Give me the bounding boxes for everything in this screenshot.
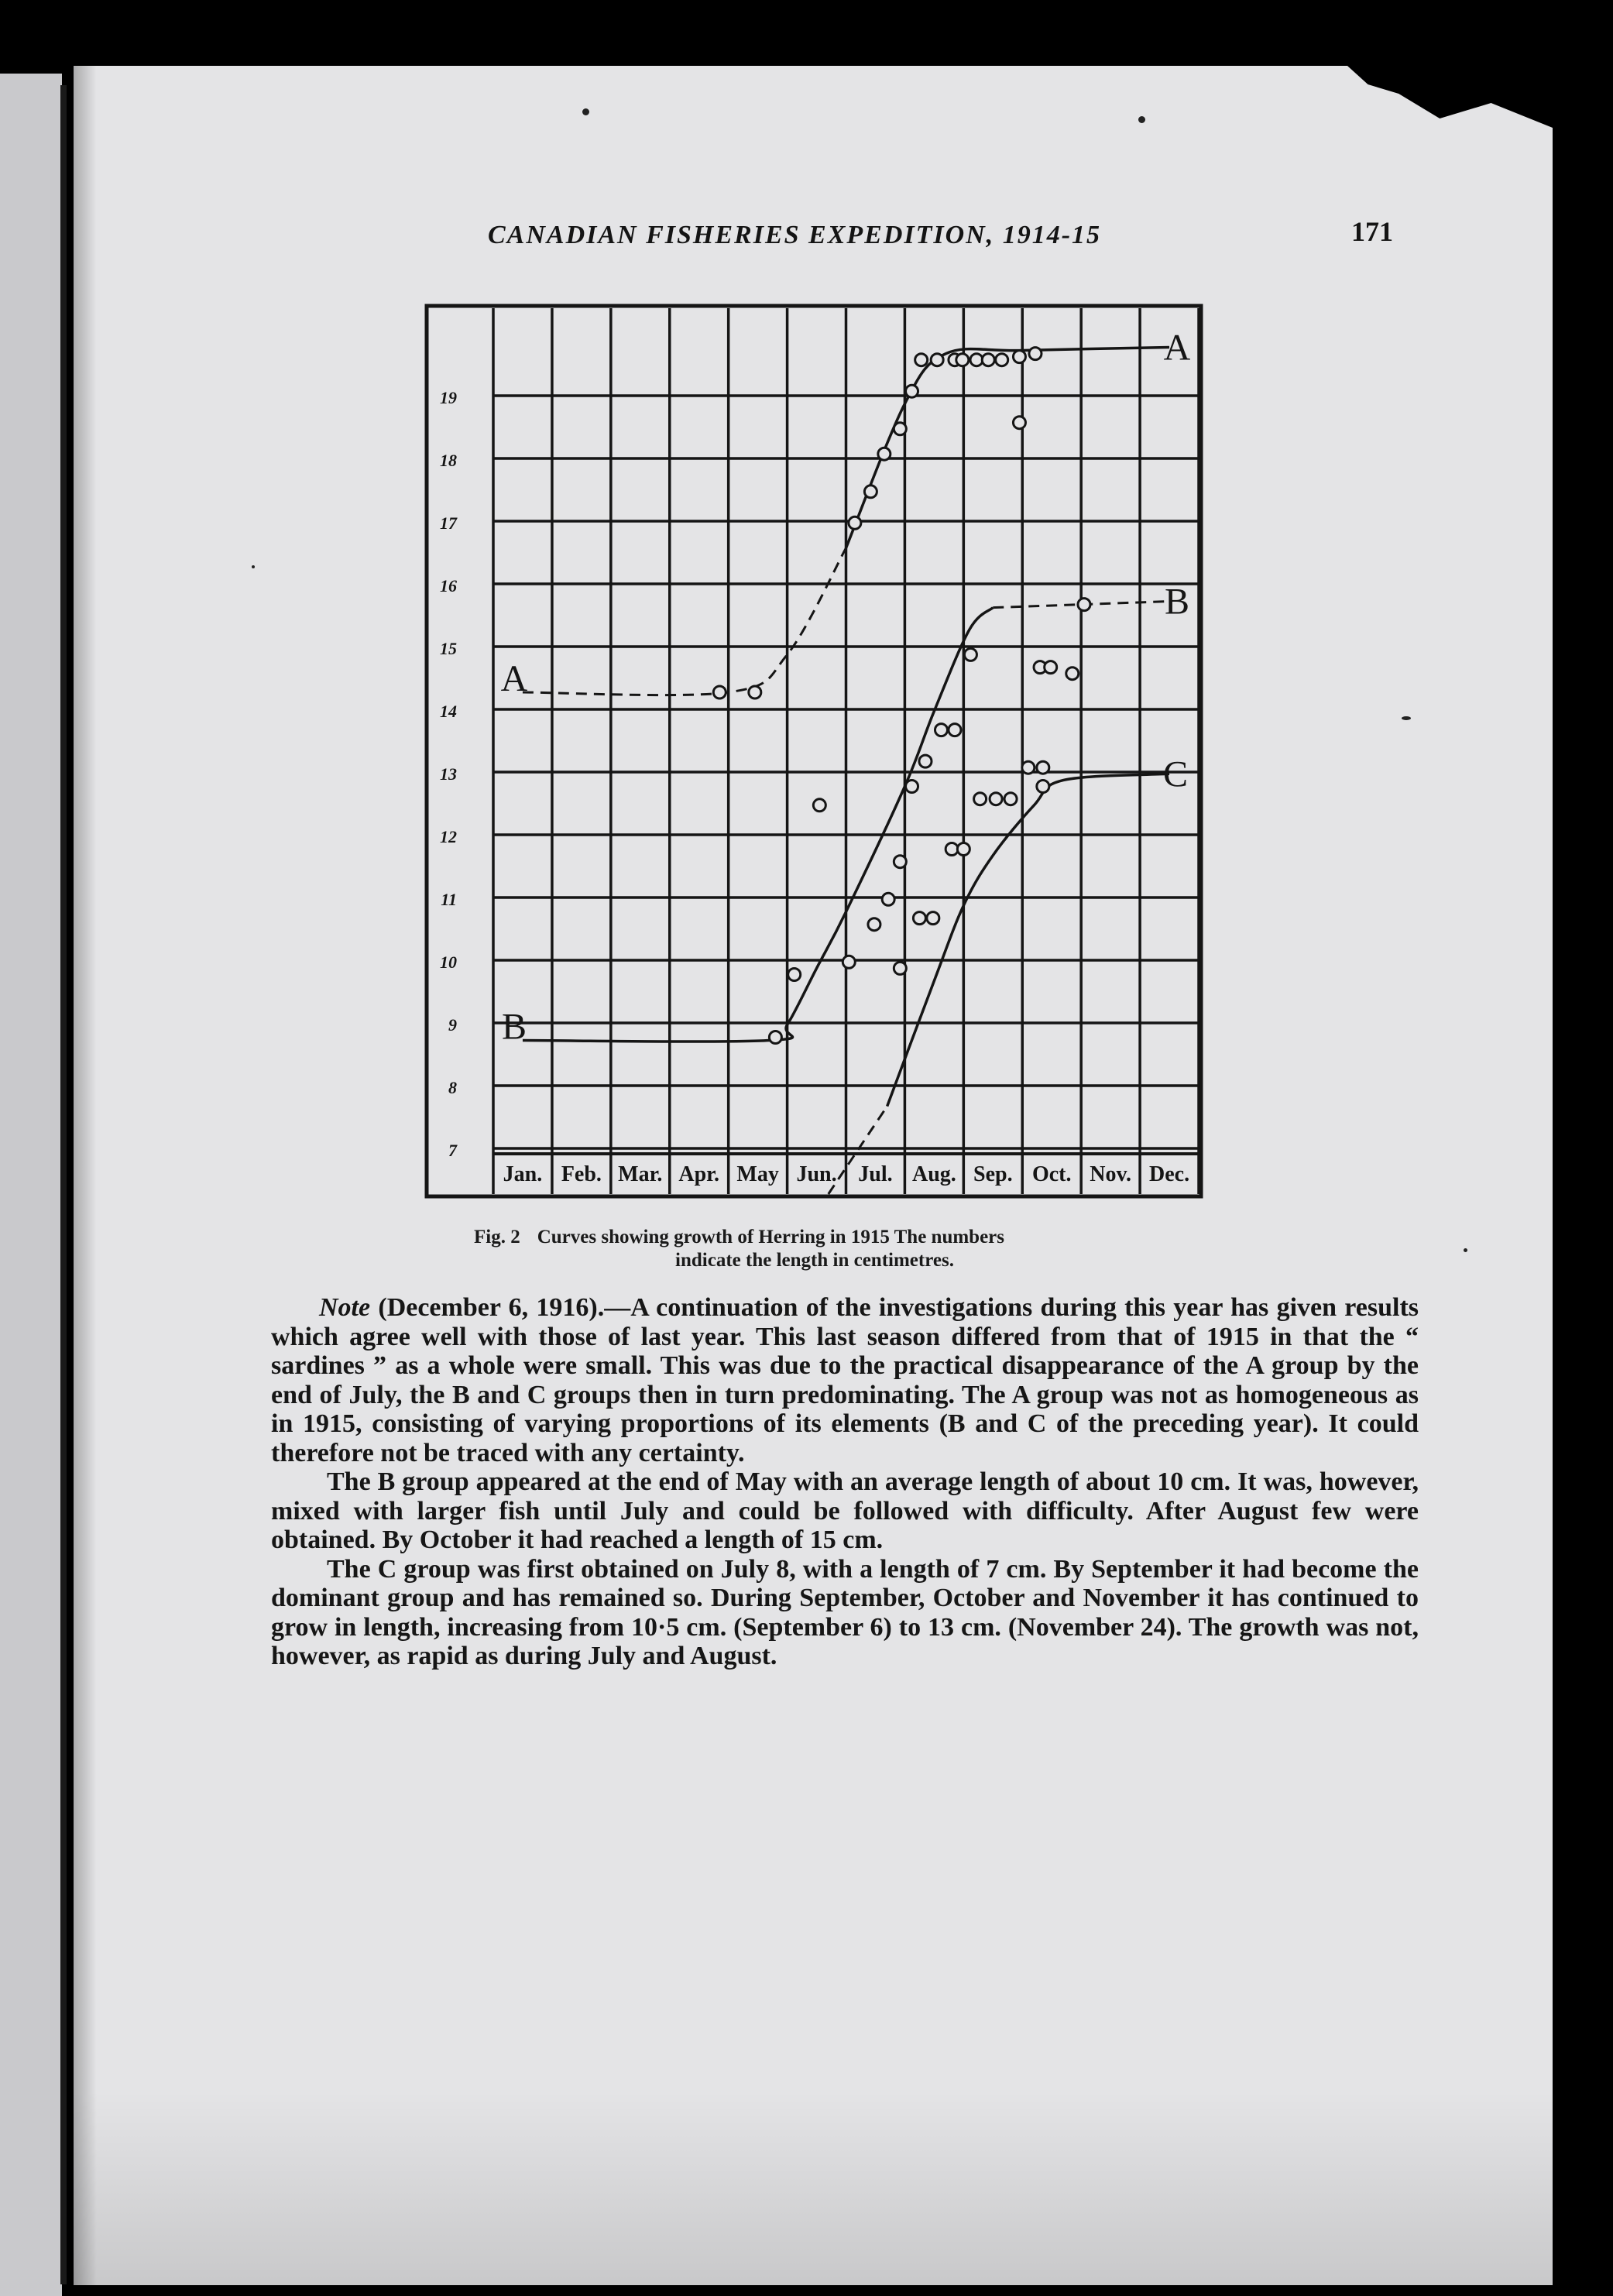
y-tick-label: 8 [448,1078,457,1097]
series-A-data-point [864,486,877,498]
series-C-data-point [957,843,970,856]
growth-chart [418,298,1216,1204]
series-A-data-point [906,385,918,397]
series-B-data-point [769,1031,781,1044]
y-tick-label: 13 [440,764,457,784]
month-tick-label: May [736,1162,779,1186]
month-tick-label: Dec. [1149,1162,1190,1186]
series-A-data-point [982,354,994,366]
paragraph-note [271,1293,1419,1467]
y-tick-label: 10 [440,952,457,972]
y-tick-label: 15 [440,639,457,658]
y-tick-label: 11 [441,890,457,909]
paragraph-b-group: The B group appeared at the end of May with an average length of about 10 cm. It was, however, mixed with larger fish until July and could be followed with difficulty. After August few were obtained. By October it had reached a length of 15 cm. [271,1467,1419,1554]
series-B-data-point [882,893,894,905]
series-A-data-point [749,686,761,698]
series-B-label-right: B [1164,581,1190,623]
series-C-data-point [894,962,906,974]
month-tick-label: Sep. [973,1162,1013,1186]
series-C-data-point [913,912,925,925]
page-number: 171 [1351,216,1393,247]
series-B-data-point [949,724,961,736]
page-gutter-shade [74,66,97,2285]
series-C-data-point [1037,781,1049,793]
series-A-solid-curve [846,348,1170,548]
y-tick-label: 16 [440,576,457,595]
month-tick-label: Mar. [618,1162,663,1186]
series-A-data-point [996,354,1008,366]
gutter-shadow [60,85,67,2284]
series-B-data-point [894,856,906,868]
series-A-data-point [1013,351,1025,363]
y-tick-label: 12 [440,827,457,846]
month-tick-label: Feb. [561,1162,602,1186]
series-A-data-point [849,517,861,529]
series-C-data-point [990,793,1002,805]
series-C-data-point [927,912,939,925]
y-tick-label: 14 [440,702,457,721]
body-text [271,1293,1419,1671]
note-label: Note [319,1293,371,1322]
series-C-data-point [945,843,958,856]
series-B-solid-curve [523,608,993,1042]
speck [1138,116,1145,123]
series-C-label-right: C [1162,753,1189,795]
month-tick-label: Aug. [911,1162,956,1186]
series-B-data-point [964,648,976,661]
series-A-data-point [915,354,928,366]
series-B-data-point [906,781,918,793]
speck [252,565,255,568]
series-A-data-point [970,354,983,366]
series-A-data-point [713,686,726,698]
series-B-data-point [1078,599,1090,611]
growth-chart-svg [418,298,1216,1204]
chart-frame [427,306,1201,1196]
series-A-dashed-curve [523,548,846,695]
series-C-data-point [1004,793,1017,805]
month-tick-label: Jun. [796,1162,837,1186]
series-C-data-point [1037,761,1049,774]
y-tick-label: 18 [440,451,457,470]
y-tick-label: 9 [448,1015,457,1035]
y-tick-label: 19 [440,388,457,407]
figure-caption-label: Fig. 2 [474,1227,520,1248]
series-A-data-point [956,354,969,366]
series-B-data-point [935,724,947,736]
series-A-data-point [894,423,906,435]
series-C-solid-curve [887,774,1169,1106]
paragraph-c-group: The C group was first obtained on July 8, with a length of 7 cm. By September it had become the dominant group and has remained so. During September, October and November it has continued to grow in length, increasing from 10·5 cm. (September 6) to 13 cm. (November 24). The growth was not, however, as rapid as during July and August. [271,1554,1419,1670]
series-A-label-right: A [1163,327,1191,369]
series-C-data-point [1022,761,1035,774]
series-B-data-point [1045,661,1057,674]
month-tick-label: Apr. [678,1162,720,1186]
series-A-data-point [931,354,943,366]
series-B-data-point [813,799,825,812]
series-A-data-point [1013,417,1025,429]
month-tick-label: Nov. [1090,1162,1131,1186]
series-B-label-left: B [501,1006,527,1048]
month-tick-label: Oct. [1031,1162,1072,1186]
series-B-data-point [843,956,855,968]
figure-caption [474,1226,1217,1272]
speck [582,108,589,115]
figure-caption-line2: indicate the length in centimetres. [675,1250,954,1271]
series-B-data-point [788,969,801,981]
y-tick-label: 7 [448,1141,457,1160]
series-B-data-point [1066,668,1079,680]
series-C-data-point [974,793,987,805]
series-A-data-point [878,448,891,460]
series-B-data-point [919,755,932,767]
series-A-label-left: A [500,658,528,699]
adjacent-page-edge [0,74,62,2296]
series-A-data-point [1029,348,1042,360]
month-tick-label: Jan. [503,1162,543,1186]
month-tick-label: Jul. [858,1162,893,1186]
paragraph-1-text: (December 6, 1916).—A continuation of the investigations during this year has given results which agree well with those of last year. This last season differed from that of 1915 in that the “ sardines ” as a whole were small. This was due to the practical disappearance of the A group by the end of July, the B and C groups then in turn predominating. The A group was not as homogeneous as in 1915, consisting of varying proportions of its elements (B and C of the preceding year). It could therefore not be traced with any certainty. [271,1293,1419,1467]
speck [1464,1248,1467,1252]
speck [1402,716,1411,720]
figure-caption-line1: Curves showing growth of Herring in 1915 The numbers [537,1227,1005,1248]
running-head: CANADIAN FISHERIES EXPEDITION, 1914-15 [488,221,1102,249]
y-tick-label: 17 [440,513,457,533]
page-bottom-shade [74,2091,1553,2285]
series-B-data-point [868,918,880,931]
